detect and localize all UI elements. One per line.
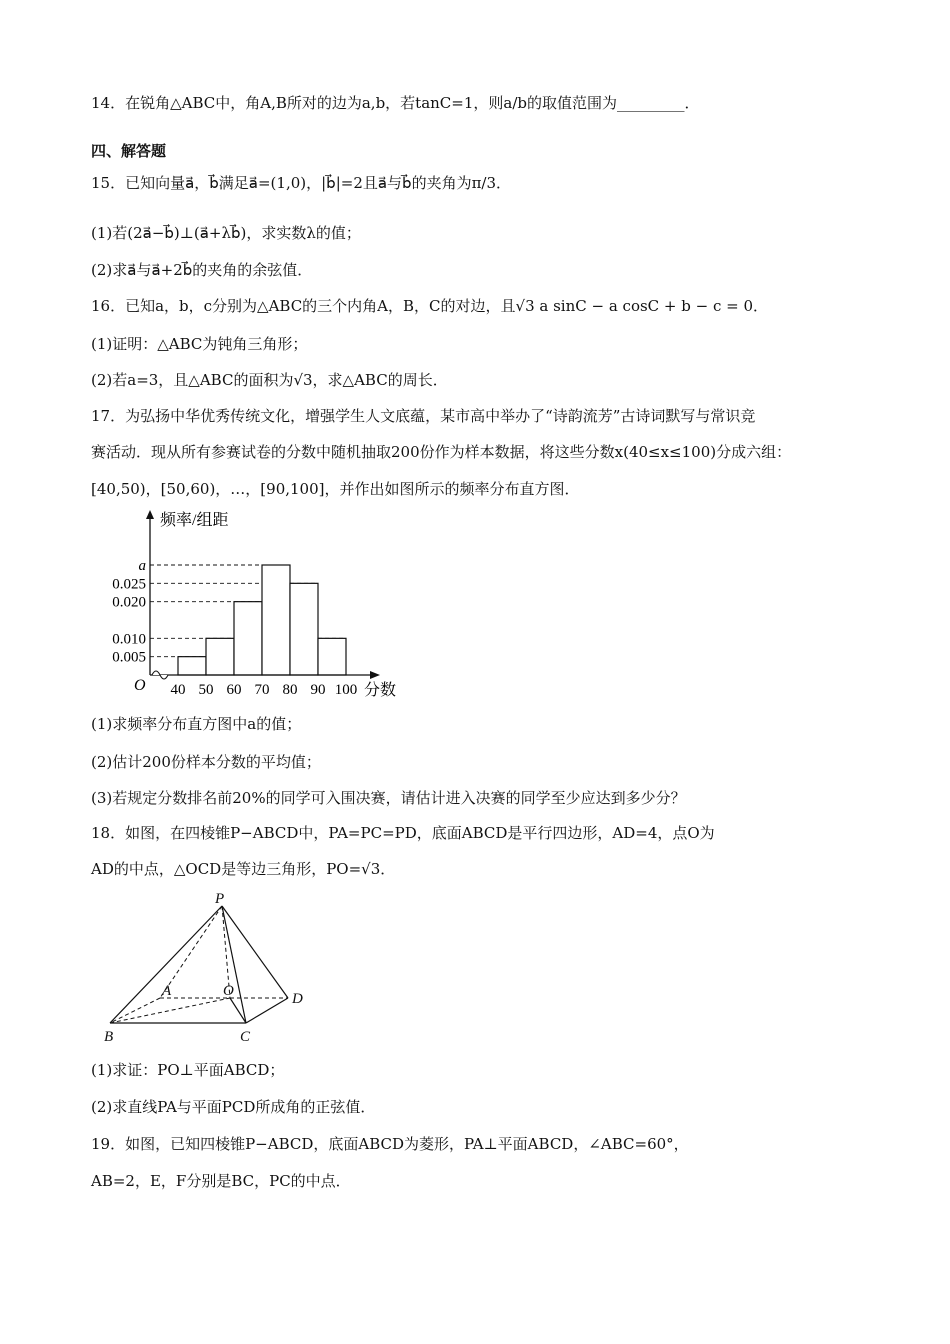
- q16-part1: (1)证明：△ABC为钝角三角形；: [91, 335, 308, 353]
- q19-line2: AB=2，E，F分别是BC，PC的中点．: [91, 1172, 351, 1190]
- x-tick-label: 50: [198, 682, 214, 698]
- q15-part2: (2)求a⃗与a⃗+2b⃗的夹角的余弦值．: [91, 261, 313, 279]
- vertex-P: P: [215, 891, 225, 907]
- y-tick-label: 0.020: [112, 594, 146, 611]
- x-tick-label: 90: [310, 682, 326, 698]
- edge-PB: [110, 906, 222, 1023]
- q17-line3: [40,50)，[50,60)，…，[90,100]，并作出如图所示的频率分布直方图．: [91, 480, 580, 498]
- vertex-C: C: [240, 1029, 251, 1045]
- edge-AB: [110, 998, 160, 1023]
- x-tick-label: 60: [226, 682, 242, 698]
- y-tick-label: 0.005: [112, 649, 146, 666]
- q17-line1: 17．为弘扬中华优秀传统文化，增强学生人文底蕴，某市高中举办了“诗韵流芳”古诗词默写与常识竞: [91, 407, 756, 425]
- x-tick-label: 80: [282, 682, 298, 698]
- origin-label: O: [134, 677, 146, 694]
- x-tick-label: 40: [170, 682, 186, 698]
- histogram-bar: [234, 602, 262, 675]
- x-tick-label: 100: [334, 682, 358, 698]
- histogram-bar: [262, 565, 290, 675]
- histogram-bar: [178, 657, 206, 675]
- x-tick-label: 70: [254, 682, 270, 698]
- histogram-bar: [290, 583, 318, 675]
- q19-line1: 19．如图，已知四棱锥P−ABCD，底面ABCD为菱形，PA⊥平面ABCD，∠ABC=60°，: [91, 1135, 689, 1153]
- histogram-bar: [318, 638, 346, 675]
- section-header: 四、解答题: [91, 142, 167, 160]
- q17-part2: (2)估计200份样本分数的平均值；: [91, 753, 321, 771]
- q15: 15．已知向量a⃗，b⃗满足a⃗=(1,0)，|b⃗|=2且a⃗与b⃗的夹角为π/3．: [91, 174, 512, 192]
- q15-part1: (1)若(2a⃗−b⃗)⊥(a⃗+λb⃗)，求实数λ的值；: [91, 224, 361, 242]
- y-axis-arrow: [146, 510, 154, 519]
- q17-line2: 赛活动．现从所有参赛试卷的分数中随机抽取200份作为样本数据，将这些分数x(40≤x≤100)分成六组：: [91, 443, 792, 461]
- edge-CD: [246, 998, 288, 1023]
- vertex-O: O: [223, 983, 234, 999]
- frequency-histogram: [100, 505, 410, 705]
- q14: 14．在锐角△ABC中，角A,B所对的边为a,b，若tanC=1，则a/b的取值范围为_________．: [91, 94, 700, 112]
- x-axis-label: 分数: [364, 682, 397, 699]
- q17-part3: (3)若规定分数排名前20%的同学可入围决赛，请估计进入决赛的同学至少应达到多少分？: [91, 789, 686, 807]
- vertex-B: B: [104, 1029, 114, 1045]
- vertex-A: A: [162, 983, 172, 999]
- vertex-D: D: [292, 991, 303, 1007]
- x-axis-arrow: [370, 671, 380, 679]
- q18-line2: AD的中点，△OCD是等边三角形，PO=√3．: [91, 860, 396, 878]
- pyramid-figure: [100, 888, 320, 1048]
- histogram-bar: [206, 638, 234, 675]
- q16: 16．已知a，b，c分别为△ABC的三个内角A，B，C的对边，且√3 a sinC − a cosC + b − c = 0．: [91, 297, 769, 315]
- axis-break-icon: [152, 671, 168, 679]
- q17-part1: (1)求频率分布直方图中a的值；: [91, 715, 302, 733]
- q16-part2: (2)若a=3，且△ABC的面积为√3，求△ABC的周长．: [91, 371, 448, 389]
- q18-part1: (1)求证：PO⊥平面ABCD；: [91, 1061, 285, 1079]
- y-tick-label: 0.010: [112, 631, 146, 648]
- y-axis-label: 频率/组距: [160, 512, 229, 529]
- q18-part2: (2)求直线PA与平面PCD所成角的正弦值．: [91, 1098, 376, 1116]
- edge-BO: [110, 998, 230, 1023]
- y-tick-label: a: [138, 557, 146, 574]
- q18-line1: 18．如图，在四棱锥P−ABCD中，PA=PC=PD，底面ABCD是平行四边形，AD=4，点O为: [91, 824, 715, 842]
- y-tick-label: 0.025: [112, 576, 146, 593]
